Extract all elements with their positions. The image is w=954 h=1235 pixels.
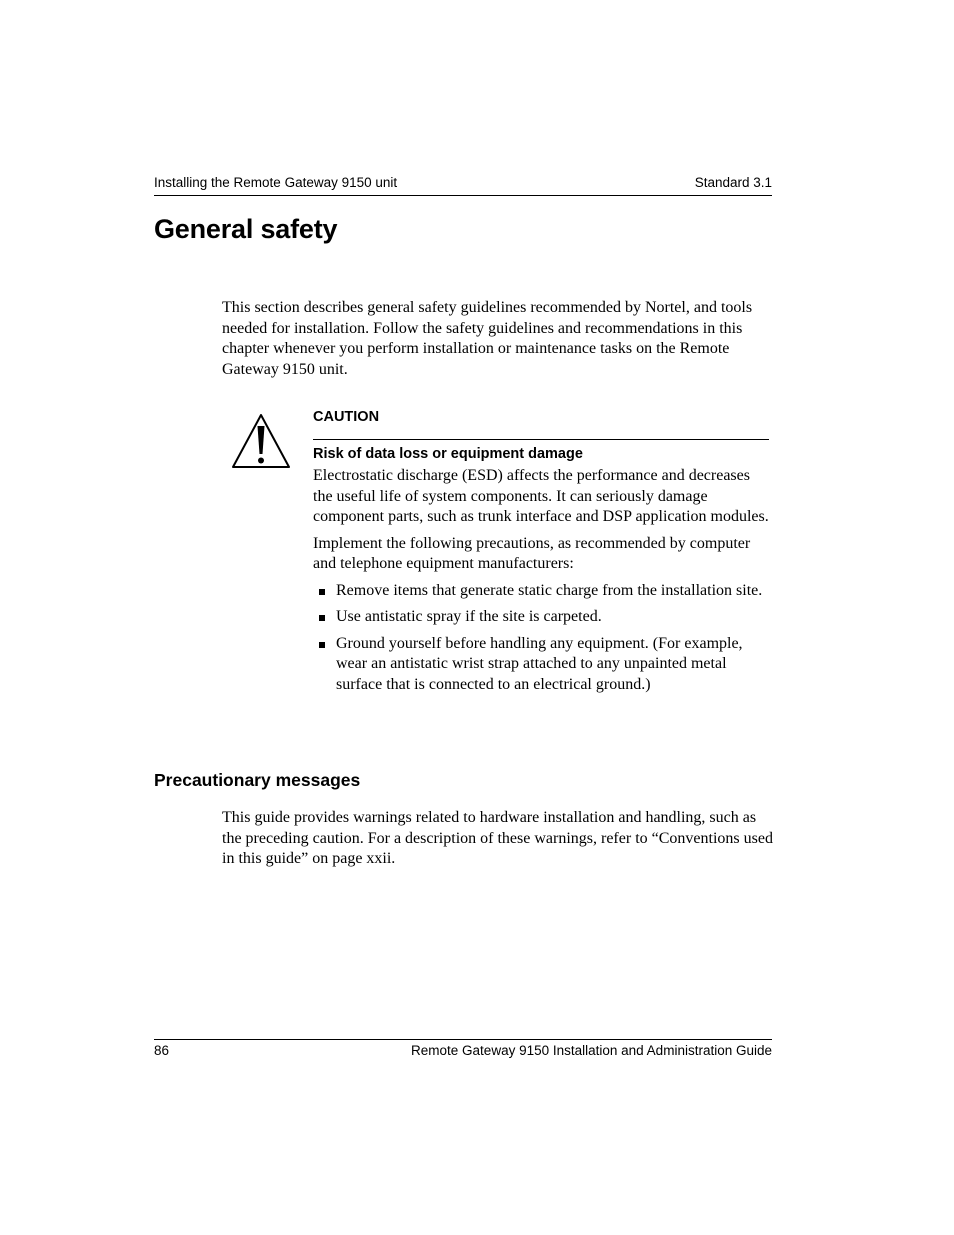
precautions-list	[313, 581, 769, 696]
bullet-square-icon	[319, 615, 325, 621]
page-footer	[154, 1039, 772, 1060]
list-item	[313, 581, 769, 602]
list-item-text: Remove items that generate static charge from the installation site.	[336, 581, 763, 599]
list-item-text: Ground yourself before handling any equipment. (For example, wear an antistatic wrist strap attached to any unpainted metal surface that is connected to an electrical ground.)	[336, 634, 743, 693]
header-version: Standard 3.1	[694, 175, 772, 190]
caution-precautions-intro: Implement the following precautions, as recommended by computer and telephone equipment manufacturers:	[313, 534, 751, 572]
precautionary-paragraph: This guide provides warnings related to hardware installation and handling, such as the preceding caution. For a description of these warnings, refer to “Conventions used in this guide” on page xxii.	[222, 809, 773, 867]
section-heading: Precautionary messages	[154, 770, 361, 790]
list-item	[313, 607, 769, 628]
caution-text: Electrostatic discharge (ESD) affects the performance and decreases the useful life of system components. It can seriously damage component parts, such as trunk interface and DSP application modules.	[313, 467, 769, 525]
caution-label: CAUTION	[313, 407, 769, 440]
caution-block	[313, 407, 769, 701]
page-header	[154, 175, 772, 196]
list-item-text: Use antistatic spray if the site is carpeted.	[336, 608, 602, 625]
header-section-title: Installing the Remote Gateway 9150 unit	[154, 175, 398, 190]
warning-triangle-icon	[230, 412, 292, 470]
list-item	[313, 634, 769, 696]
bullet-square-icon	[319, 642, 325, 648]
footer-guide-title: Remote Gateway 9150 Installation and Administration Guide	[411, 1043, 772, 1058]
page-title: General safety	[154, 214, 338, 244]
intro-paragraph: This section describes general safety guidelines recommended by Nortel, and tools needed for installation. Follow the safety guidelines and recommendations in this chapter whenever you perform installation or maintenance tasks on the Remote Gateway 9150 unit.	[222, 299, 753, 378]
caution-subtitle: Risk of data loss or equipment damage	[313, 446, 583, 462]
page-number: 86	[154, 1043, 170, 1058]
bullet-square-icon	[319, 589, 325, 595]
